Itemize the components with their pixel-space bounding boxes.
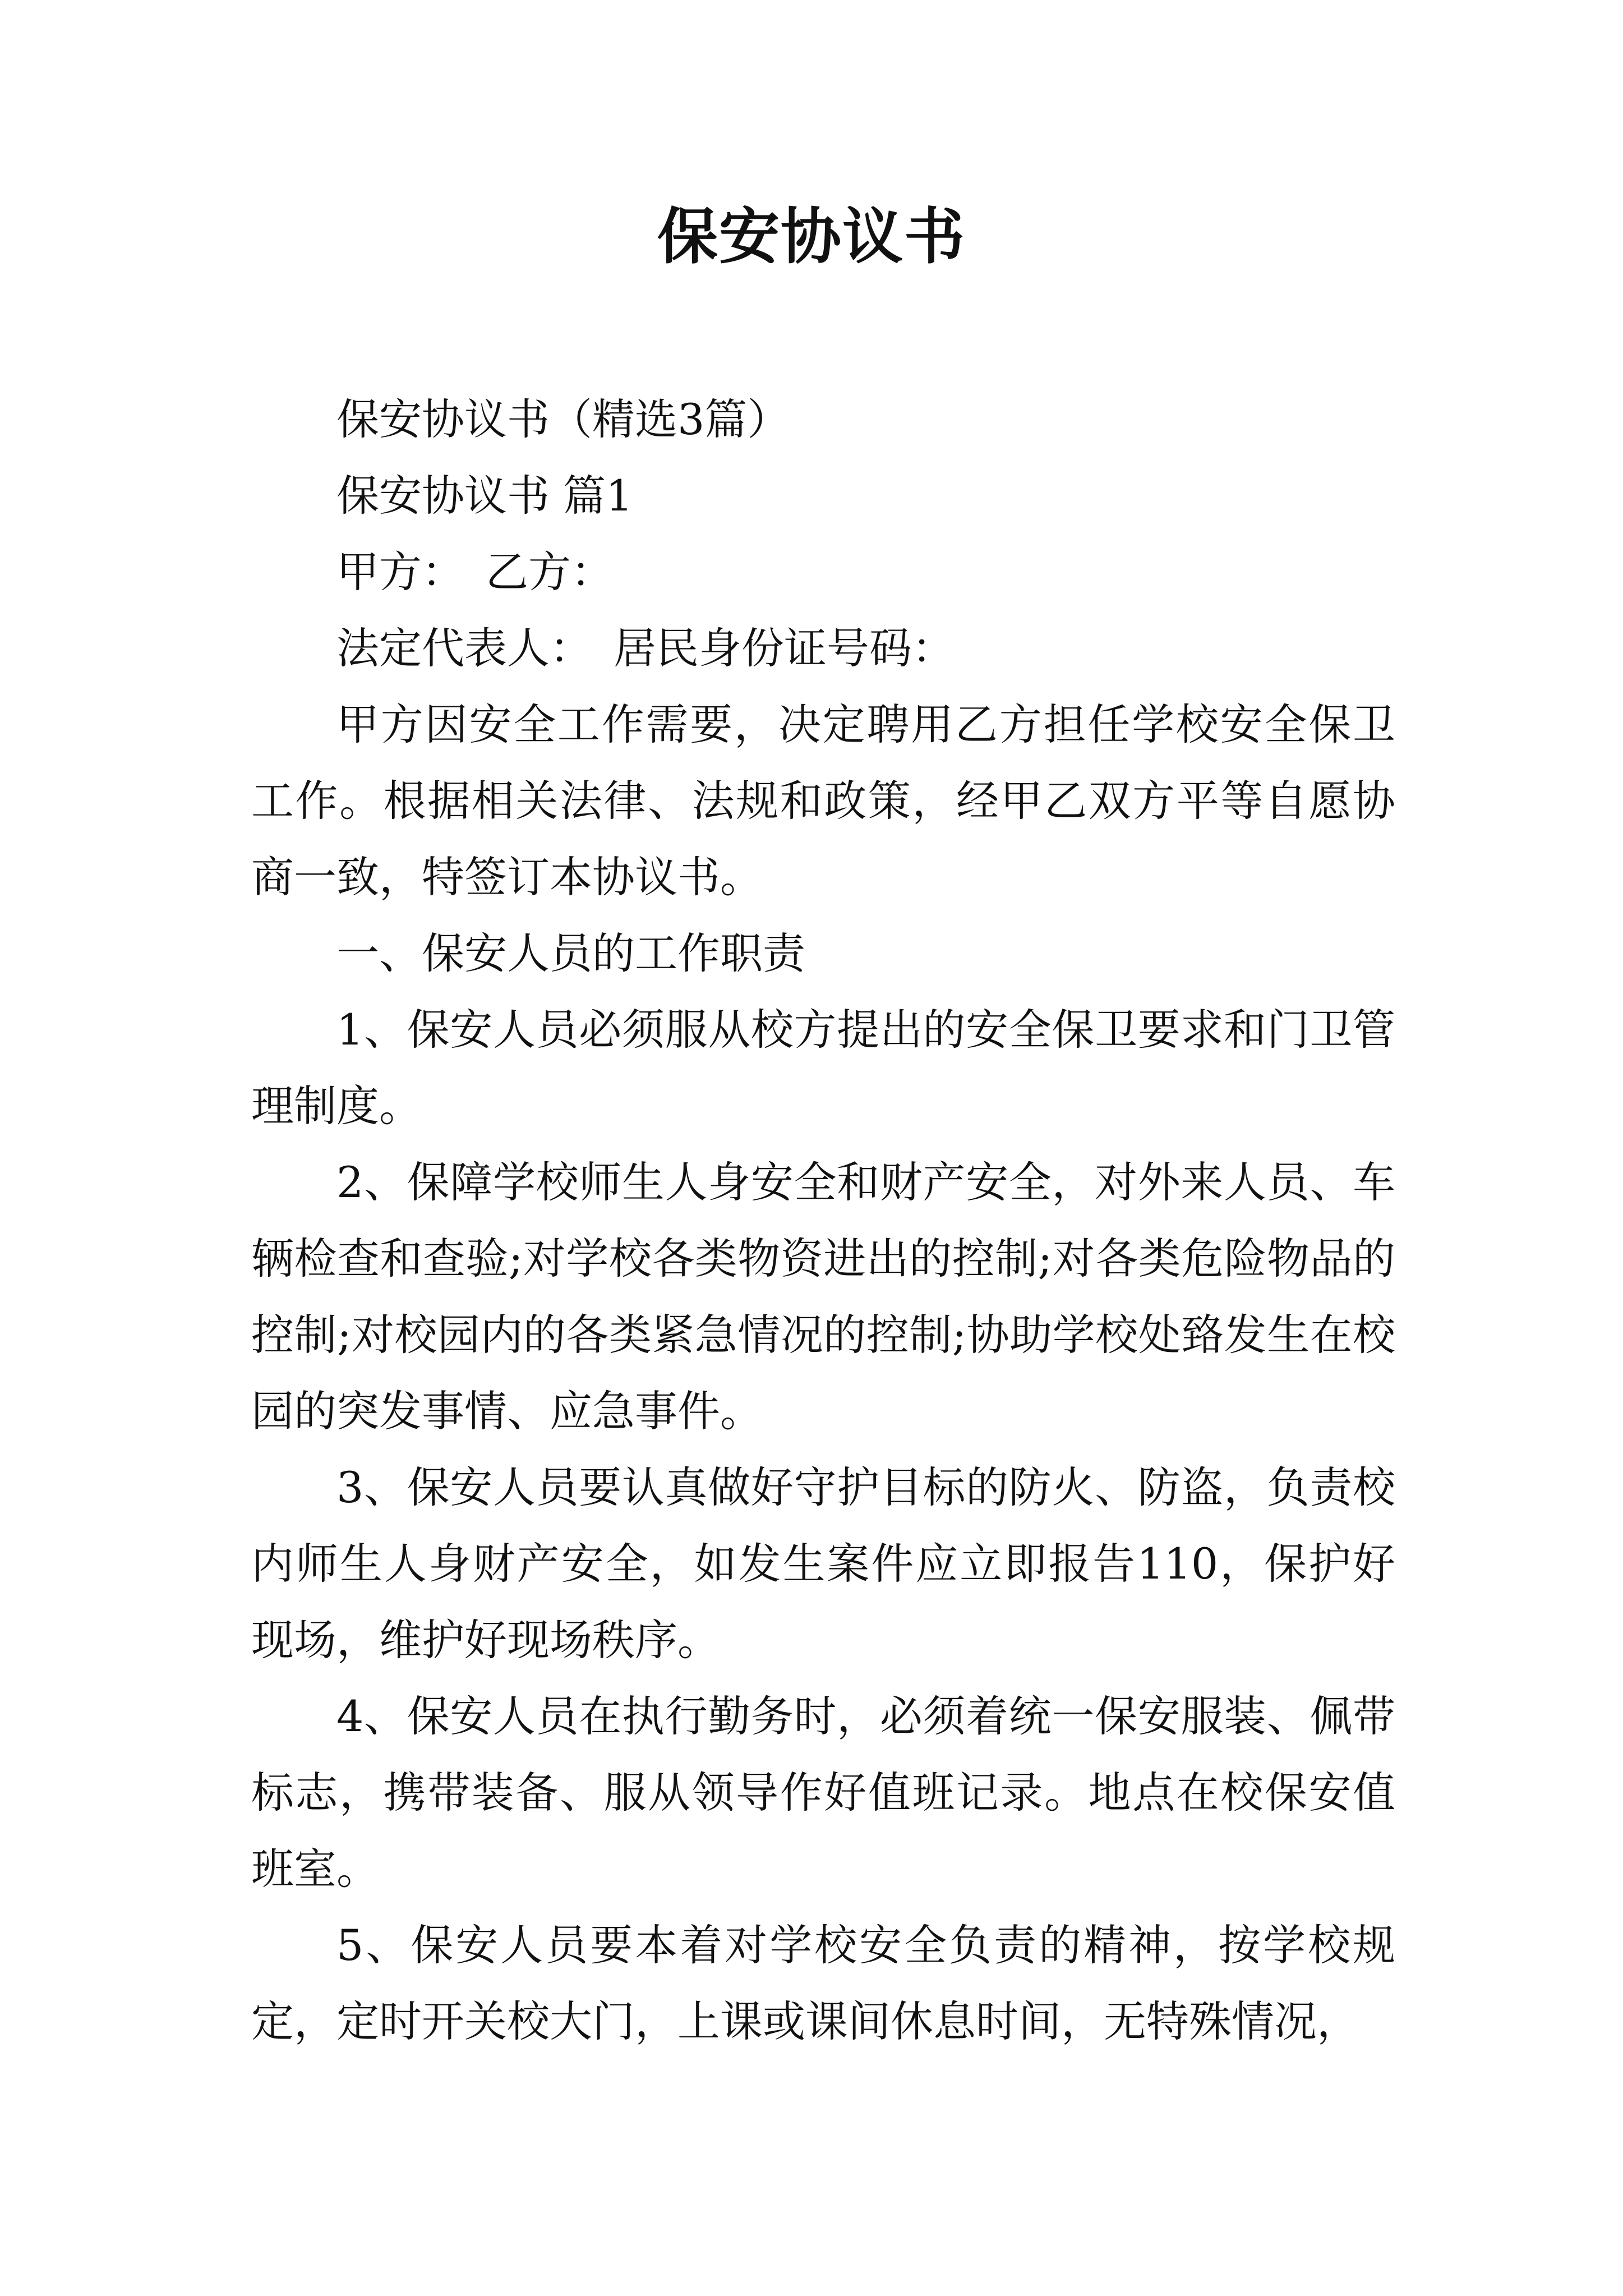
section-heading: 保安协议书 篇1	[336, 471, 633, 521]
duties-heading: 一、保安人员的工作职责	[336, 928, 805, 978]
subtitle-line: 保安协议书（精选3篇）	[336, 394, 790, 444]
duty-item-2: 2、保障学校师生人身安全和财产安全，对外来人员、车辆检查和查验;对学校各类物资进出的控制;对各类危险物品的控制;对校园内的各类紧急情况的控制;协助学校处臵发生在校园的突发事情、应急事件。	[251, 1157, 1395, 1436]
intro-paragraph: 甲方因安全工作需要，决定聘用乙方担任学校安全保卫工作。根据相关法律、法规和政策，经甲乙双方平等自愿协商一致，特签订本协议书。	[251, 700, 1395, 902]
document-body	[251, 381, 1395, 2060]
parties-line: 甲方： 乙方：	[336, 547, 614, 597]
duty-item-4: 4、保安人员在执行勤务时，必须着统一保安服装、佩带标志，携带装备、服从领导作好值班记录。地点在校保安值班室。	[251, 1691, 1395, 1894]
duty-item-3: 3、保安人员要认真做好守护目标的防火、防盗，负责校内师生人身财产安全，如发生案件应立即报告110，保护好现场，维护好现场秩序。	[251, 1462, 1395, 1665]
duty-item-5: 5、保安人员要本着对学校安全负责的精神，按学校规定，定时开关校大门，上课或课间休息时间，无特殊情况，	[251, 1920, 1395, 2046]
duty-item-1: 1、保安人员必须服从校方提出的安全保卫要求和门卫管理制度。	[251, 1005, 1395, 1131]
representative-line: 法定代表人： 居民身份证号码：	[336, 623, 955, 673]
document-title: 保安协议书	[657, 201, 966, 272]
